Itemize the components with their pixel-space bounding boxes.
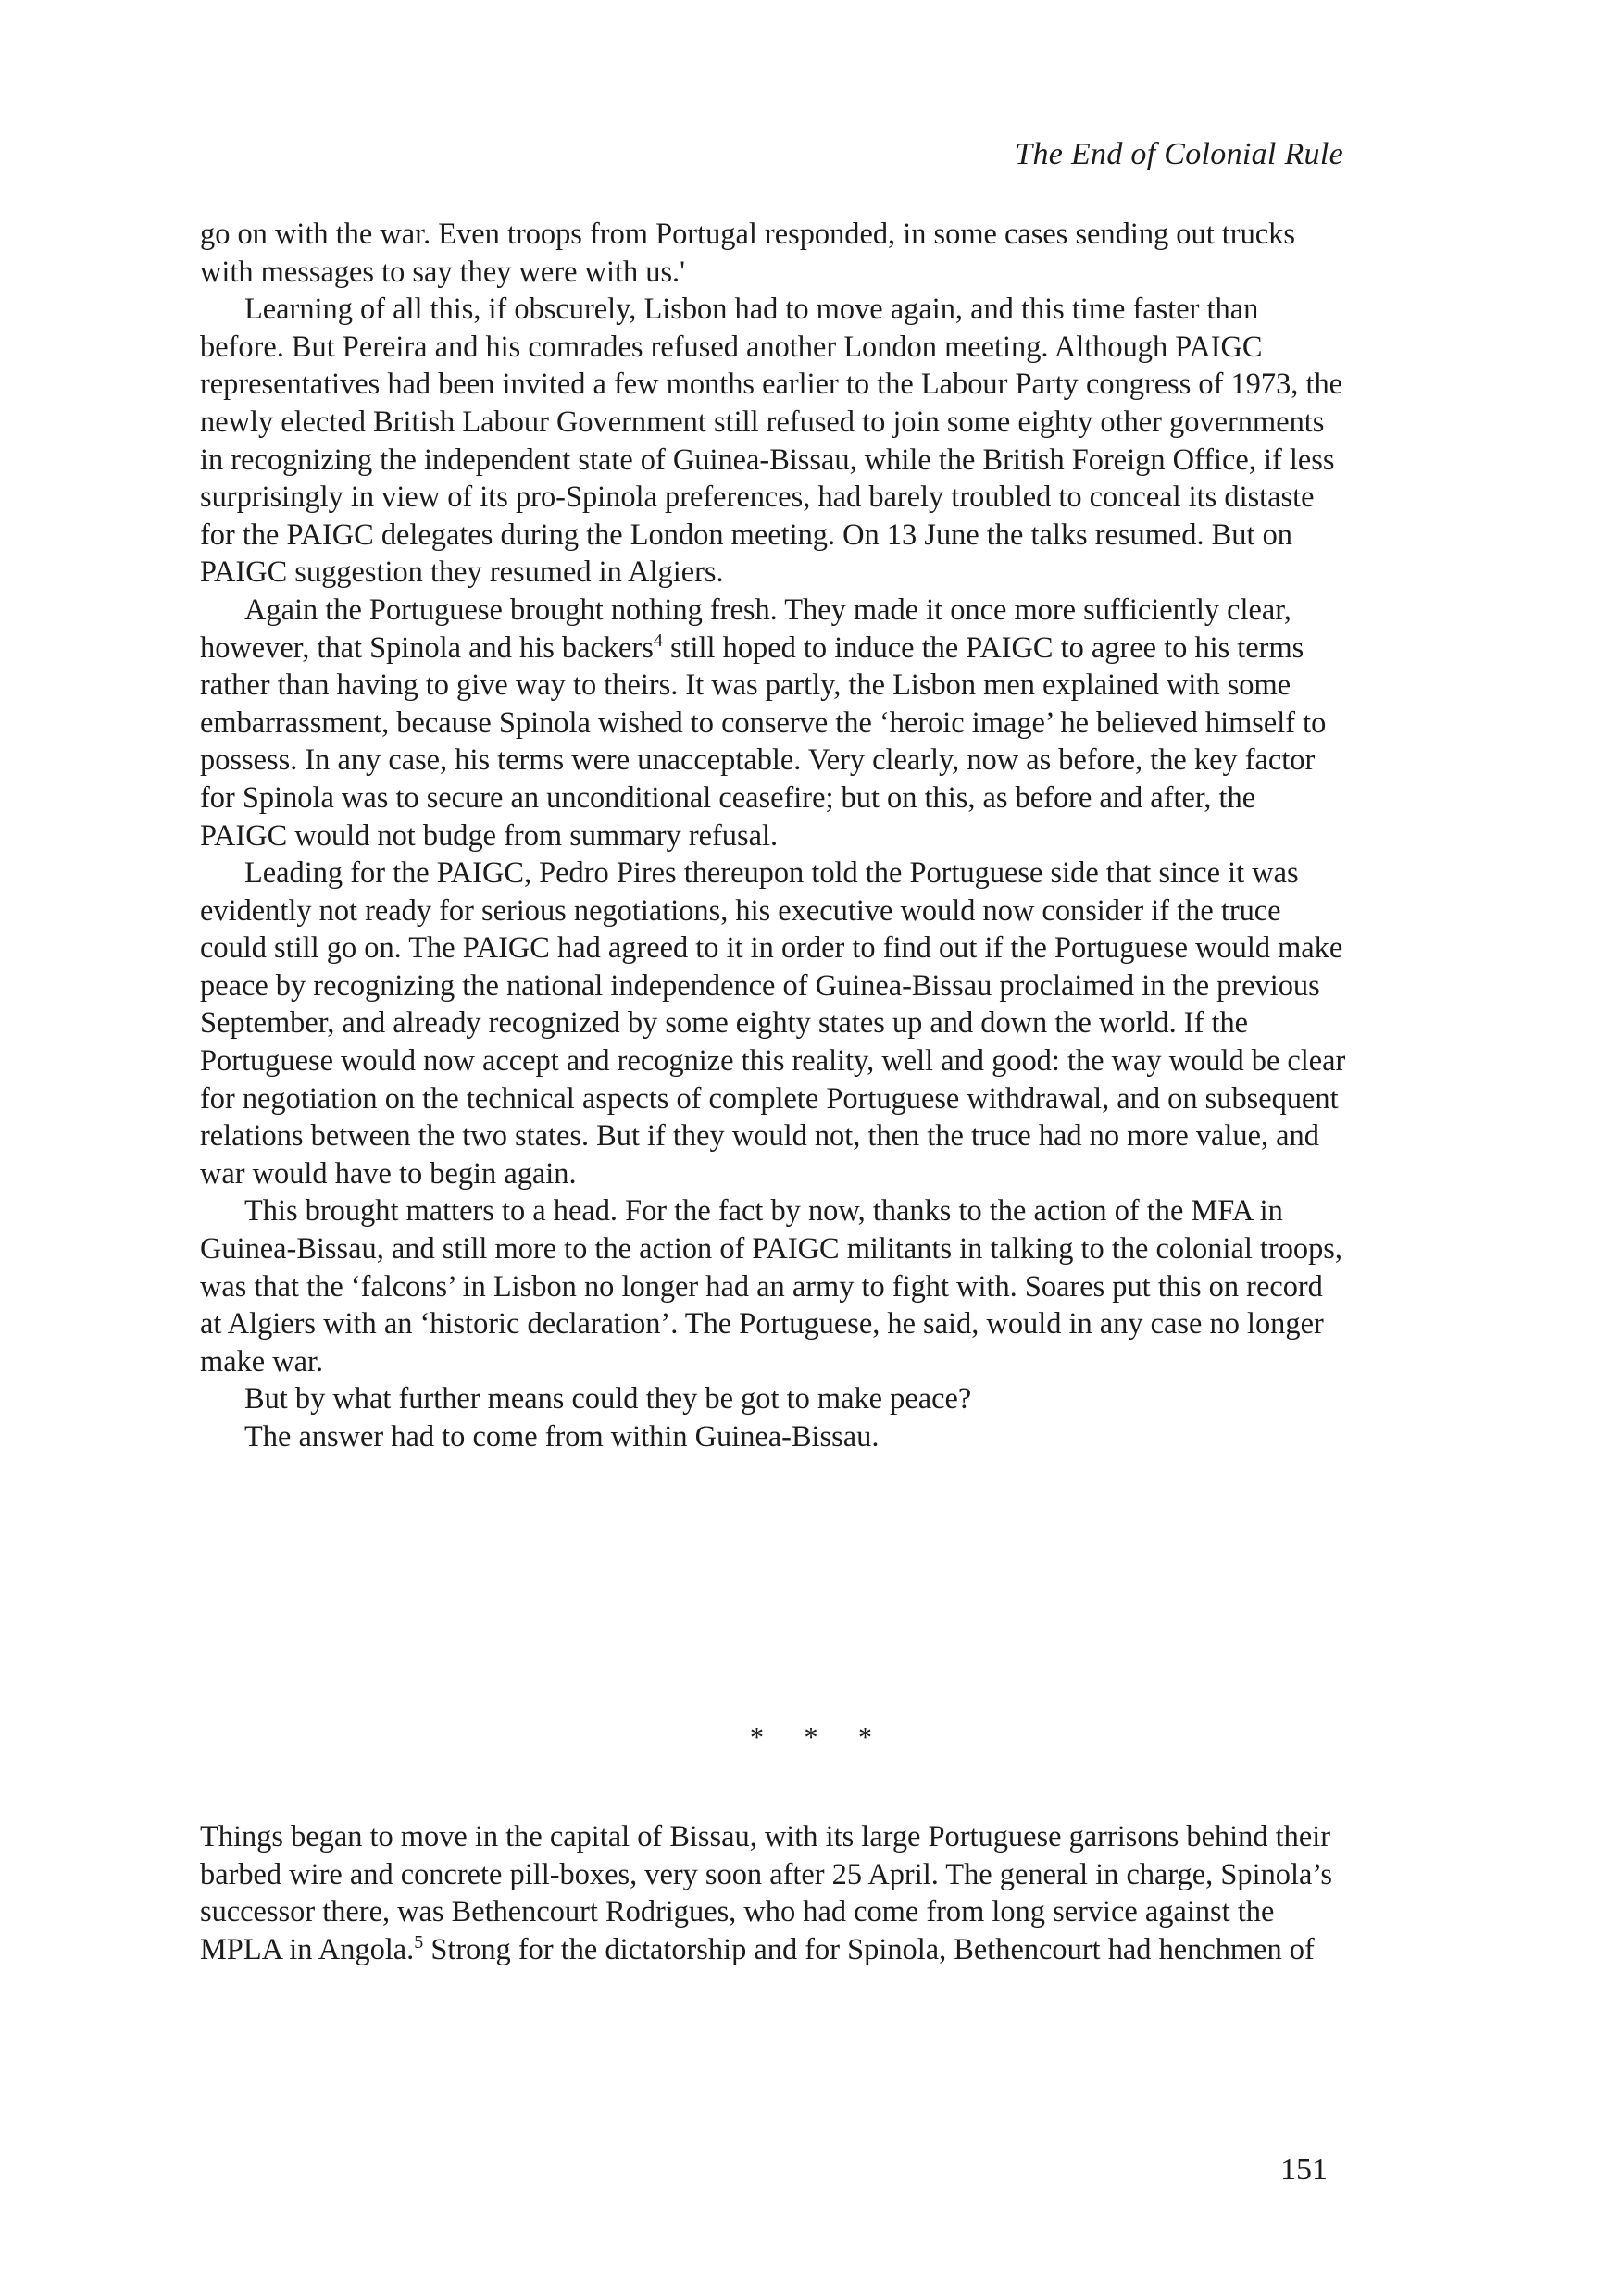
paragraph-continued: go on with the war. Even troops from Portugal responded, in some cases sending out trucks with messages to say they were with us.'	[200, 218, 1295, 289]
paragraph-answer: The answer had to come from within Guinea-Bissau.	[244, 1420, 880, 1454]
footnote-marker-4: 4	[653, 630, 663, 651]
paragraph-text-part: Again the Portuguese brought nothing fresh. They made it once more sufficiently clear, however, that Spinola and his backers	[200, 593, 1291, 665]
running-head: The End of Colonial Rule	[1015, 137, 1343, 171]
paragraph-bissau-capital	[200, 1818, 1348, 1968]
page-number: 151	[1280, 2152, 1328, 2187]
paragraph-portuguese-nothing-fresh	[200, 592, 1348, 855]
paragraph-matters-to-head: This brought matters to a head. For the fact by now, thanks to the action of the MFA in Guinea-Bissau, and still more to the action of PAIGC militants in talking to the colonial troops, was that the ‘falcons’ in Lisbon no longer had an army to fight with. Soares put this on record at Algiers with an ‘historic declaration’. The Portuguese, he said, would in any case no longer make war.	[200, 1194, 1342, 1379]
paragraph-further-means: But by what further means could they be got to make peace?	[244, 1382, 972, 1416]
paragraph-text-part: Things began to move in the capital of Bissau, with its large Portuguese garrisons behind their barbed wire and concrete pill-boxes, very soon after 25 April. The general in charge, Spinola’s successor there, was Bethencourt Rodrigues, who had come from long service against the MPLA in Angola.	[200, 1820, 1332, 1966]
section-break: * * *	[750, 1722, 889, 1753]
paragraph-text-part: still hoped to induce the PAIGC to agree to his terms rather than having to give way to theirs. It was partly, the Lisbon men explained with some embarrassment, because Spinola wished to conserve the ‘heroic image’ he believed himself to possess. In any case, his terms were unacceptable. Very clearly, now as before, the key factor for Spinola was to secure an unconditional ceasefire; but on this, as before and after, the PAIGC would not budge from summary refusal.	[200, 630, 1327, 853]
paragraph-text-part: Strong for the dictatorship and for Spinola, Bethencourt had henchmen of	[423, 1932, 1315, 1966]
main-text-block	[200, 216, 1348, 1456]
footnote-marker-5: 5	[414, 1931, 424, 1953]
paragraph-lisbon-moves: Learning of all this, if obscurely, Lisbon had to move again, and this time faster than before. But Pereira and his comrades refused another London meeting. Although PAIGC representatives had been invited a few months earlier to the Labour Party congress of 1973, the newly elected British Labour Government still refused to join some eighty other governments in recognizing the independent state of Guinea-Bissau, while the British Foreign Office, if less surprisingly in view of its pro-Spinola preferences, had barely troubled to conceal its distaste for the PAIGC delegates during the London meeting. On 13 June the talks resumed. But on PAIGC suggestion they resumed in Algiers.	[200, 293, 1343, 590]
second-text-block	[200, 1818, 1348, 1968]
paragraph-pedro-pires: Leading for the PAIGC, Pedro Pires thereupon told the Portuguese side that since it was evidently not ready for serious negotiations, his executive would now consider if the truce could still go on. The PAIGC had agreed to it in order to find out if the Portuguese would make peace by recognizing the national independence of Guinea-Bissau proclaimed in the previous September, and already recognized by some eighty states up and down the world. If the Portuguese would now accept and recognize this reality, well and good: the way would be clear for negotiation on the technical aspects of complete Portuguese withdrawal, and on subsequent relations between the two states. But if they would not, then the truce had no more value, and war would have to begin again.	[200, 856, 1346, 1191]
